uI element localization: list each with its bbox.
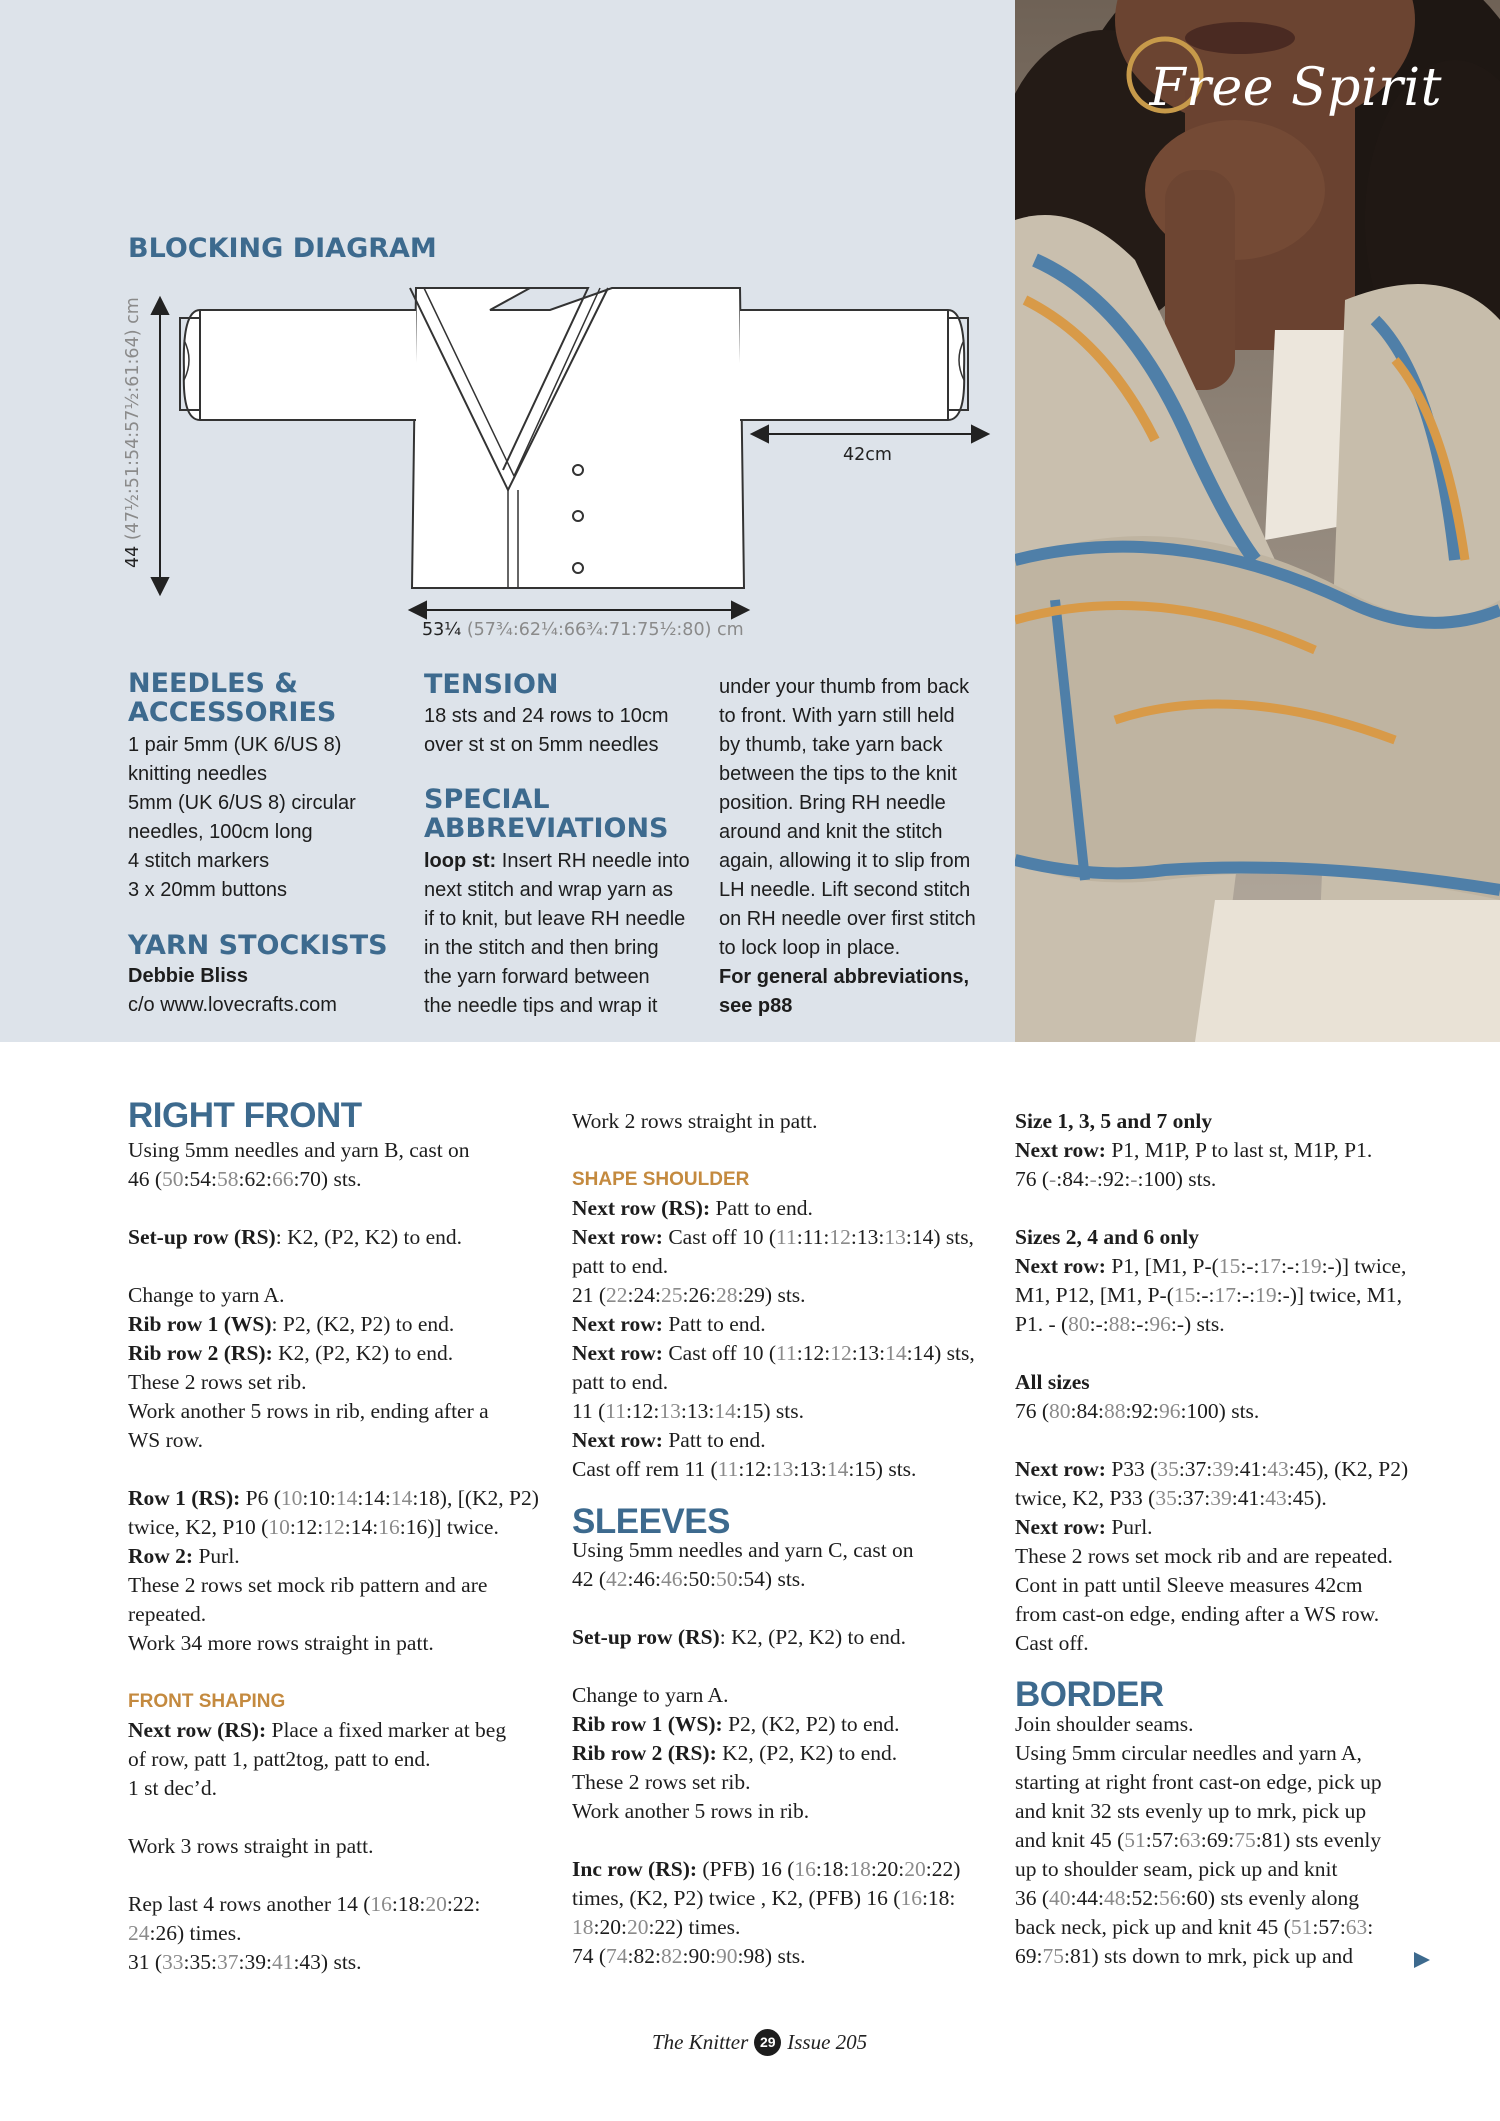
model-photo-illustration: [1015, 0, 1500, 1042]
needles-item: needles, 100cm long: [128, 821, 313, 843]
tension-heading: TENSION: [424, 669, 559, 700]
border-heading: BORDER: [1015, 1675, 1164, 1714]
width-measurement: 53¼ (57¾:62¼:66¾:71:75½:80) cm: [422, 620, 744, 640]
left-sleeve: [184, 310, 416, 420]
general-abbreviations-page[interactable]: see p88: [719, 995, 793, 1017]
sleeve-and-border-instructions: Size 1, 3, 5 and 7 only Next row: P1, M1P, P to last st, M1P, P1. 76 (-:84:-:92:-:100) sts. Sizes 2, 4 and 6 only Next row: P1, [M1, P-(15:-:17:-:19:-)] twice, M1, P12, [M1, P-(15:-:17:-:19:-)] twice, M1, P1. - (80:-:88:-:96:-) sts. All sizes 76 (80:84:88:92:96:100) sts. Next row: P33 (35:37:39:41:43:45), (K2, P2) twice, K2, P33 (35:37:39:41:43:45). Next row: Purl. These 2 rows set mock rib and are repeated. Cont in patt until Sleeve measures 42cm from cast-on edge, ending after a WS row. Cast off. Join shoulder seams. Using 5mm circular needles and yarn A, starting at right front cast-on edge, pick up and knit 32 sts evenly up to mrk, pick up and knit 45 (51:57:63:69:75:81) sts evenly up to shoulder seam, pick up and knit 36 (40:44:48:52:56:60) sts evenly along back neck, pick up and knit 45 (51:57:63: 69:75:81) sts down to mrk, pick up and: [1015, 1109, 1409, 1968]
tension-text: 18 sts and 24 rows to 10cm over st st on 5mm needles: [424, 705, 669, 756]
yarn-stockists-heading: YARN STOCKISTS: [128, 930, 388, 961]
footer-issue: Issue 205: [787, 2030, 868, 2054]
loop-stitch-continued: under your thumb from back to front. With yarn still held by thumb, take yarn back between the tips to the knit position. Bring RH needle around and knit the stitch again, allowing it to slip from LH needle. Lift second stitch on RH needle over first stitch to lock loop in place. For general abbreviations, see p88: [719, 673, 976, 1021]
shoulder-and-sleeve-instructions: Work 2 rows straight in patt. SHAPE SHOULDER Next row (RS): Patt to end. Next row: Cast off 10 (11:11:12:13:13:14) sts, patt to end. 21 (22:24:25:26:28:29) sts. Next row: Patt to end. Next row: Cast off 10 (11:12:12:13:14:14) sts, patt to end. 11 (11:12:13:13:14:15) sts. Next row: Patt to end. Cast off rem 11 (11:12:13:13:14:15) sts. Using 5mm needles and yarn C, cast on 42 (42:46:46:50:50:54) sts. Set-up row (RS): K2, (P2, K2) to end. Change to yarn A. Rib row 1 (WS): P2, (K2, P2) to end. Rib row 2 (RS): K2, (P2, K2) to end. These 2 rows set rib. Work another 5 rows in rib. Inc row (RS): (PFB) 16 (16:18:18:20:20:22) times, (K2, P2) twice , K2, (PFB) 16 (16:18: 18:20:20:22) times. 74 (74:82:82:90:90:98) sts.: [572, 1107, 992, 1971]
needles-list: [128, 731, 356, 905]
needles-item: 4 stitch markers: [128, 850, 270, 872]
special-abbreviations-heading: SPECIAL ABBREVIATIONS: [424, 784, 669, 844]
needles-item: 5mm (UK 6/US 8) circular: [128, 792, 356, 814]
footer-magazine: The Knitter: [652, 2030, 749, 2054]
model-photo: [1015, 0, 1500, 1042]
sleeves-heading: SLEEVES: [572, 1502, 730, 1541]
sleeve-measurement: 42cm: [843, 445, 892, 465]
height-measurement: 44 (47½:51:54:57½:61:64) cm: [123, 297, 143, 568]
page-number: 29: [754, 2029, 781, 2056]
blocking-diagram-heading: BLOCKING DIAGRAM: [128, 233, 437, 264]
loop-stitch-definition: loop st: Insert RH needle into next stitch and wrap yarn as if to knit, but leave RH needle in the stitch and then bring the yarn forward between the needle tips and wrap it: [424, 850, 690, 1017]
needles-item: 1 pair 5mm (UK 6/US 8): [128, 734, 342, 756]
cardigan-outline: [412, 288, 744, 588]
front-shaping-heading: FRONT SHAPING: [128, 1691, 286, 1712]
right-sleeve: [740, 310, 964, 420]
continue-arrow-icon: [1414, 1952, 1430, 1968]
general-abbreviations-link[interactable]: For general abbreviations,: [719, 966, 970, 988]
shape-shoulder-heading: SHAPE SHOULDER: [572, 1169, 750, 1190]
right-front-heading: RIGHT FRONT: [128, 1096, 362, 1135]
yarn-stockists: [128, 962, 337, 1020]
page-footer: [652, 2029, 867, 2056]
stockist-website: c/o www.lovecrafts.com: [128, 994, 337, 1016]
needles-item: 3 x 20mm buttons: [128, 879, 287, 901]
stockist-name: Debbie Bliss: [128, 965, 249, 987]
needles-heading: NEEDLES & ACCESSORIES: [128, 668, 337, 728]
magazine-title: Free Spirit: [1149, 58, 1442, 118]
needles-item: knitting needles: [128, 763, 267, 785]
right-front-instructions: Using 5mm needles and yarn B, cast on 46 (50:54:58:62:66:70) sts. Set-up row (RS): K2, (P2, K2) to end. Change to yarn A. Rib row 1 (WS): P2, (K2, P2) to end. Rib row 2 (RS): K2, (P2, K2) to end. These 2 rows set rib. Work another 5 rows in rib, ending after a WS row. Row 1 (RS): P6 (10:10:14:14:14:18), [(K2, P2) twice, K2, P10 (10:12:12:14:16:16)] twice. Row 2: Purl. These 2 rows set mock rib pattern and are repeated. Work 34 more rows straight in patt. FRONT SHAPING Next row (RS): Place a fixed marker at beg of row, patt 1, patt2tog, patt to end. 1 st dec’d. Work 3 rows straight in patt. Rep last 4 rows another 14 (16:18:20:22: 24:26) times. 31 (33:35:37:39:41:43) sts.: [128, 1136, 548, 1977]
